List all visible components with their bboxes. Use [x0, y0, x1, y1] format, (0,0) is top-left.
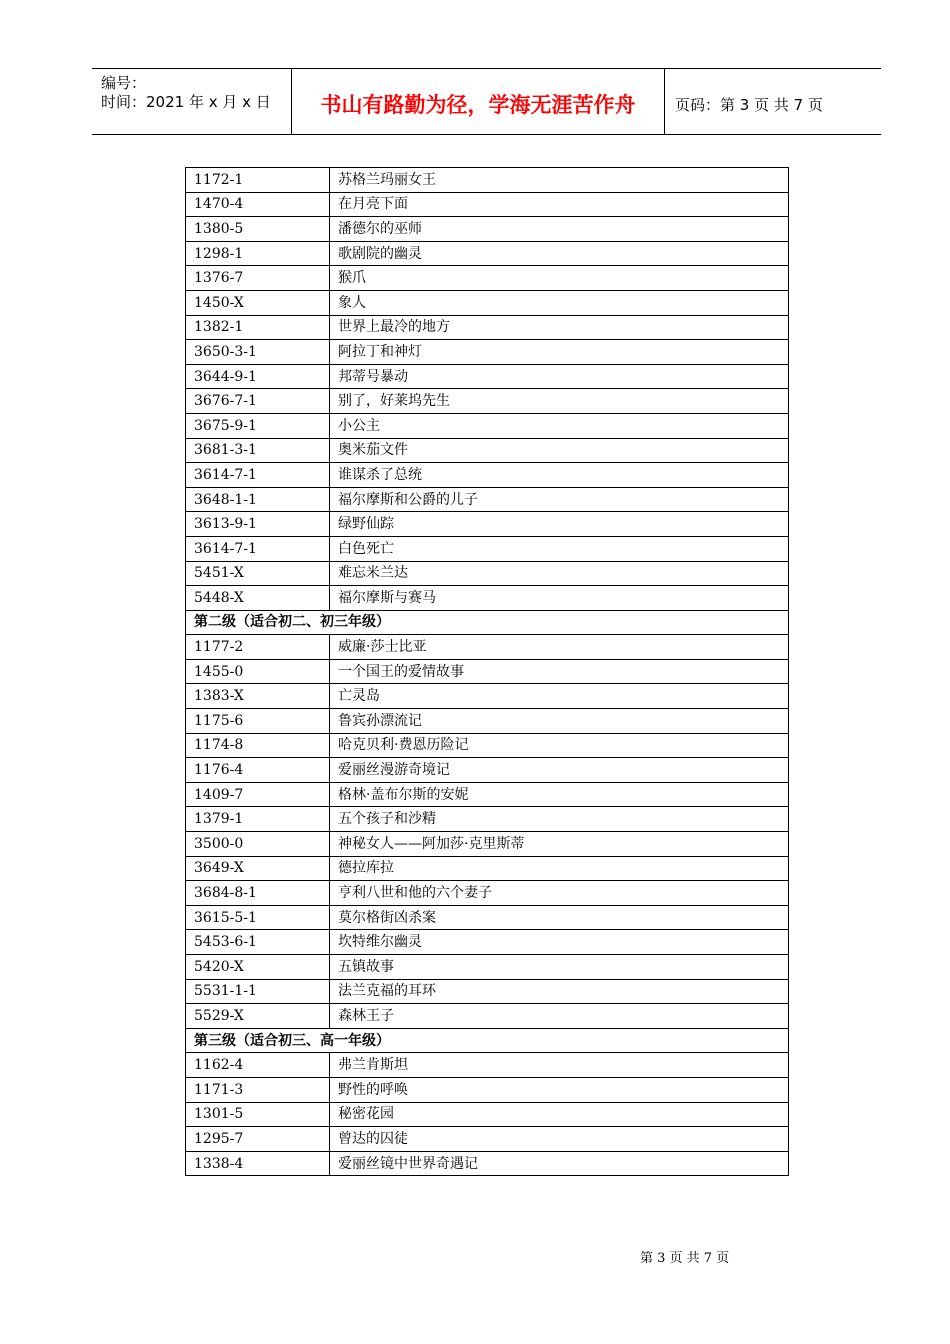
table-row — [186, 955, 789, 980]
table-row — [186, 290, 789, 315]
book-title-cell: 别了，好莱坞先生 — [330, 389, 789, 414]
book-title-cell: 白色死亡 — [330, 536, 789, 561]
book-code-cell: 1376-7 — [186, 266, 330, 291]
table-row — [186, 1053, 789, 1078]
table-row — [186, 364, 789, 389]
book-code-cell: 5529-X — [186, 1004, 330, 1029]
table-row — [186, 733, 789, 758]
book-title-cell: 小公主 — [330, 413, 789, 438]
book-title-cell: 歌剧院的幽灵 — [330, 241, 789, 266]
book-title-cell: 森林王子 — [330, 1004, 789, 1029]
table-row — [186, 340, 789, 365]
book-code-cell: 1455-0 — [186, 659, 330, 684]
book-code-cell: 3649-X — [186, 856, 330, 881]
book-title-cell: 五镇故事 — [330, 955, 789, 980]
book-title-cell: 五个孩子和沙精 — [330, 807, 789, 832]
table-row — [186, 413, 789, 438]
book-title-cell: 苏格兰玛丽女王 — [330, 168, 789, 193]
book-code-cell: 1295-7 — [186, 1127, 330, 1152]
book-title-cell: 阿拉丁和神灯 — [330, 340, 789, 365]
page-header — [92, 68, 881, 135]
book-title-cell: 福尔摩斯与赛马 — [330, 586, 789, 611]
book-list-table — [185, 167, 789, 1176]
table-row — [186, 684, 789, 709]
book-code-cell: 5451-X — [186, 561, 330, 586]
level-header-row — [186, 610, 789, 635]
book-title-cell: 爱丽丝漫游奇境记 — [330, 758, 789, 783]
table-row — [186, 1151, 789, 1176]
table-row — [186, 266, 789, 291]
table-row — [186, 463, 789, 488]
book-list-body — [186, 168, 789, 1176]
book-title-cell: 难忘米兰达 — [330, 561, 789, 586]
header-info-cell — [92, 69, 292, 135]
book-title-cell: 坎特维尔幽灵 — [330, 930, 789, 955]
table-row — [186, 709, 789, 734]
table-row — [186, 979, 789, 1004]
book-code-cell: 1172-1 — [186, 168, 330, 193]
book-title-cell: 德拉库拉 — [330, 856, 789, 881]
book-title-cell: 法兰克福的耳环 — [330, 979, 789, 1004]
level-header-row — [186, 1028, 789, 1053]
book-title-cell: 哈克贝利·费恩历险记 — [330, 733, 789, 758]
level-header-label: 第二级（适合初二、初三年级） — [186, 610, 789, 635]
header-page-number: 页码：第 3 页 共 7 页 — [675, 96, 823, 114]
table-row — [186, 905, 789, 930]
book-title-cell: 象人 — [330, 290, 789, 315]
book-code-cell: 3675-9-1 — [186, 413, 330, 438]
book-title-cell: 猴爪 — [330, 266, 789, 291]
table-row — [186, 659, 789, 684]
book-code-cell: 3676-7-1 — [186, 389, 330, 414]
table-row — [186, 1004, 789, 1029]
motto-text: 书山有路勤为径，学海无涯苦作舟 — [320, 92, 636, 117]
table-row — [186, 389, 789, 414]
book-code-cell: 5448-X — [186, 586, 330, 611]
table-row — [186, 832, 789, 857]
book-code-cell: 3615-5-1 — [186, 905, 330, 930]
book-title-cell: 格林·盖布尔斯的安妮 — [330, 782, 789, 807]
book-code-cell: 3648-1-1 — [186, 487, 330, 512]
table-row — [186, 217, 789, 242]
table-row — [186, 438, 789, 463]
book-title-cell: 绿野仙踪 — [330, 512, 789, 537]
book-code-cell: 1174-8 — [186, 733, 330, 758]
book-code-cell: 1409-7 — [186, 782, 330, 807]
document-time-label: 时间：2021 年 x 月 x 日 — [101, 93, 271, 111]
book-code-cell: 1301-5 — [186, 1102, 330, 1127]
book-title-cell: 亡灵岛 — [330, 684, 789, 709]
book-code-cell: 1175-6 — [186, 709, 330, 734]
table-row — [186, 807, 789, 832]
table-row — [186, 758, 789, 783]
table-row — [186, 241, 789, 266]
book-code-cell: 5453-6-1 — [186, 930, 330, 955]
header-motto-cell — [292, 69, 665, 135]
table-row — [186, 881, 789, 906]
table-row — [186, 782, 789, 807]
book-code-cell: 3500-0 — [186, 832, 330, 857]
footer-page-number: 第 3 页 共 7 页 — [640, 1251, 730, 1266]
table-row — [186, 586, 789, 611]
book-title-cell: 莫尔格街凶杀案 — [330, 905, 789, 930]
book-code-cell: 1380-5 — [186, 217, 330, 242]
book-code-cell: 1383-X — [186, 684, 330, 709]
table-row — [186, 1102, 789, 1127]
book-code-cell: 5531-1-1 — [186, 979, 330, 1004]
table-row — [186, 536, 789, 561]
book-title-cell: 奥米茄文件 — [330, 438, 789, 463]
book-title-cell: 弗兰肯斯坦 — [330, 1053, 789, 1078]
book-code-cell: 1298-1 — [186, 241, 330, 266]
book-code-cell: 3613-9-1 — [186, 512, 330, 537]
book-title-cell: 世界上最冷的地方 — [330, 315, 789, 340]
table-row — [186, 315, 789, 340]
book-title-cell: 谁谋杀了总统 — [330, 463, 789, 488]
book-title-cell: 一个国王的爱情故事 — [330, 659, 789, 684]
book-title-cell: 在月亮下面 — [330, 192, 789, 217]
table-row — [186, 635, 789, 660]
table-row — [186, 1077, 789, 1102]
book-code-cell: 3614-7-1 — [186, 463, 330, 488]
book-title-cell: 威廉·莎士比亚 — [330, 635, 789, 660]
table-row — [186, 930, 789, 955]
book-title-cell: 野性的呼唤 — [330, 1077, 789, 1102]
header-page-cell — [665, 69, 881, 135]
level-header-label: 第三级（适合初三、高一年级） — [186, 1028, 789, 1053]
table-row — [186, 1127, 789, 1152]
table-row — [186, 168, 789, 193]
book-title-cell: 爱丽丝镜中世界奇遇记 — [330, 1151, 789, 1176]
book-code-cell: 3681-3-1 — [186, 438, 330, 463]
book-code-cell: 1470-4 — [186, 192, 330, 217]
table-row — [186, 512, 789, 537]
book-code-cell: 3614-7-1 — [186, 536, 330, 561]
book-title-cell: 神秘女人——阿加莎·克里斯蒂 — [330, 832, 789, 857]
book-code-cell: 1171-3 — [186, 1077, 330, 1102]
book-code-cell: 1382-1 — [186, 315, 330, 340]
book-title-cell: 邦蒂号暴动 — [330, 364, 789, 389]
table-row — [186, 856, 789, 881]
book-code-cell: 1177-2 — [186, 635, 330, 660]
book-title-cell: 福尔摩斯和公爵的儿子 — [330, 487, 789, 512]
table-row — [186, 487, 789, 512]
book-code-cell: 1162-4 — [186, 1053, 330, 1078]
book-code-cell: 1338-4 — [186, 1151, 330, 1176]
book-code-cell: 1379-1 — [186, 807, 330, 832]
document-number-label: 编号： — [101, 74, 147, 92]
book-title-cell: 曾达的囚徒 — [330, 1127, 789, 1152]
book-title-cell: 秘密花园 — [330, 1102, 789, 1127]
book-title-cell: 鲁宾孙漂流记 — [330, 709, 789, 734]
book-code-cell: 3650-3-1 — [186, 340, 330, 365]
table-row — [186, 561, 789, 586]
table-row — [186, 192, 789, 217]
book-code-cell: 3684-8-1 — [186, 881, 330, 906]
book-title-cell: 亨利八世和他的六个妻子 — [330, 881, 789, 906]
book-code-cell: 3644-9-1 — [186, 364, 330, 389]
book-code-cell: 1450-X — [186, 290, 330, 315]
book-title-cell: 潘德尔的巫师 — [330, 217, 789, 242]
book-code-cell: 1176-4 — [186, 758, 330, 783]
book-code-cell: 5420-X — [186, 955, 330, 980]
